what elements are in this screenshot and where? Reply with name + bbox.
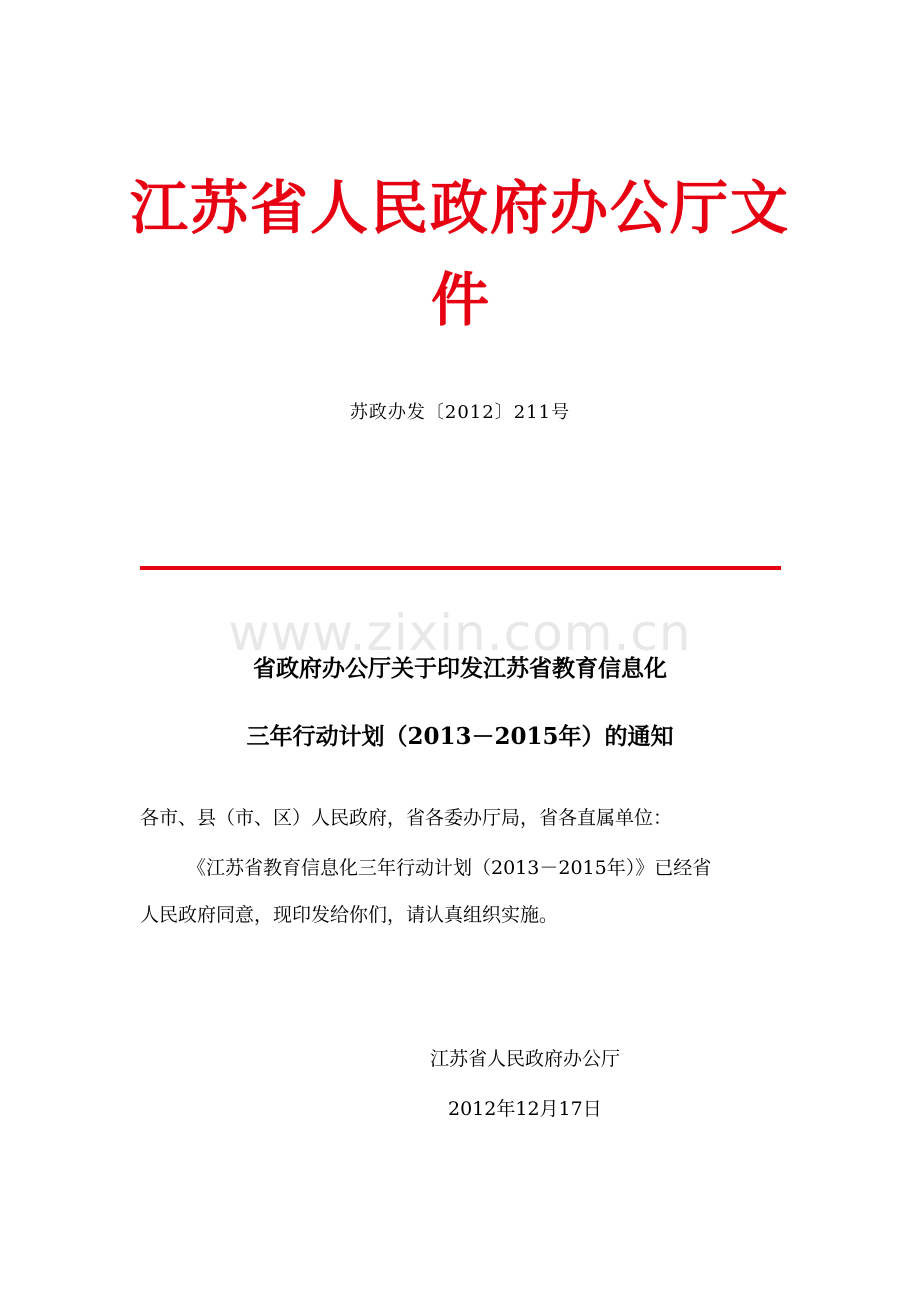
document-header-title-continued: 件	[430, 266, 489, 334]
notice-title-continued: 三年行动计划（2013－2015年）的通知	[246, 723, 674, 750]
red-divider-line	[140, 566, 781, 570]
signature-organization: 江苏省人民政府办公厅	[430, 1048, 621, 1070]
signature-date: 2012年12月17日	[448, 1098, 602, 1120]
document-header-title: 江苏省人民政府办公厅文	[130, 174, 791, 242]
watermark: www.zixin.com.cn	[228, 604, 692, 662]
notice-title: 省政府办公厅关于印发江苏省教育信息化	[253, 655, 667, 682]
document-number: 苏政办发〔2012〕211号	[349, 402, 571, 423]
body-paragraph-line: 《江苏省教育信息化三年行动计划（2013－2015年）》已经省	[187, 857, 712, 879]
body-paragraph-line: 人民政府同意，现印发给你们，请认真组织实施。	[140, 904, 559, 926]
salutation: 各市、县（市、区）人民政府，省各委办厅局，省各直属单位：	[140, 807, 673, 829]
